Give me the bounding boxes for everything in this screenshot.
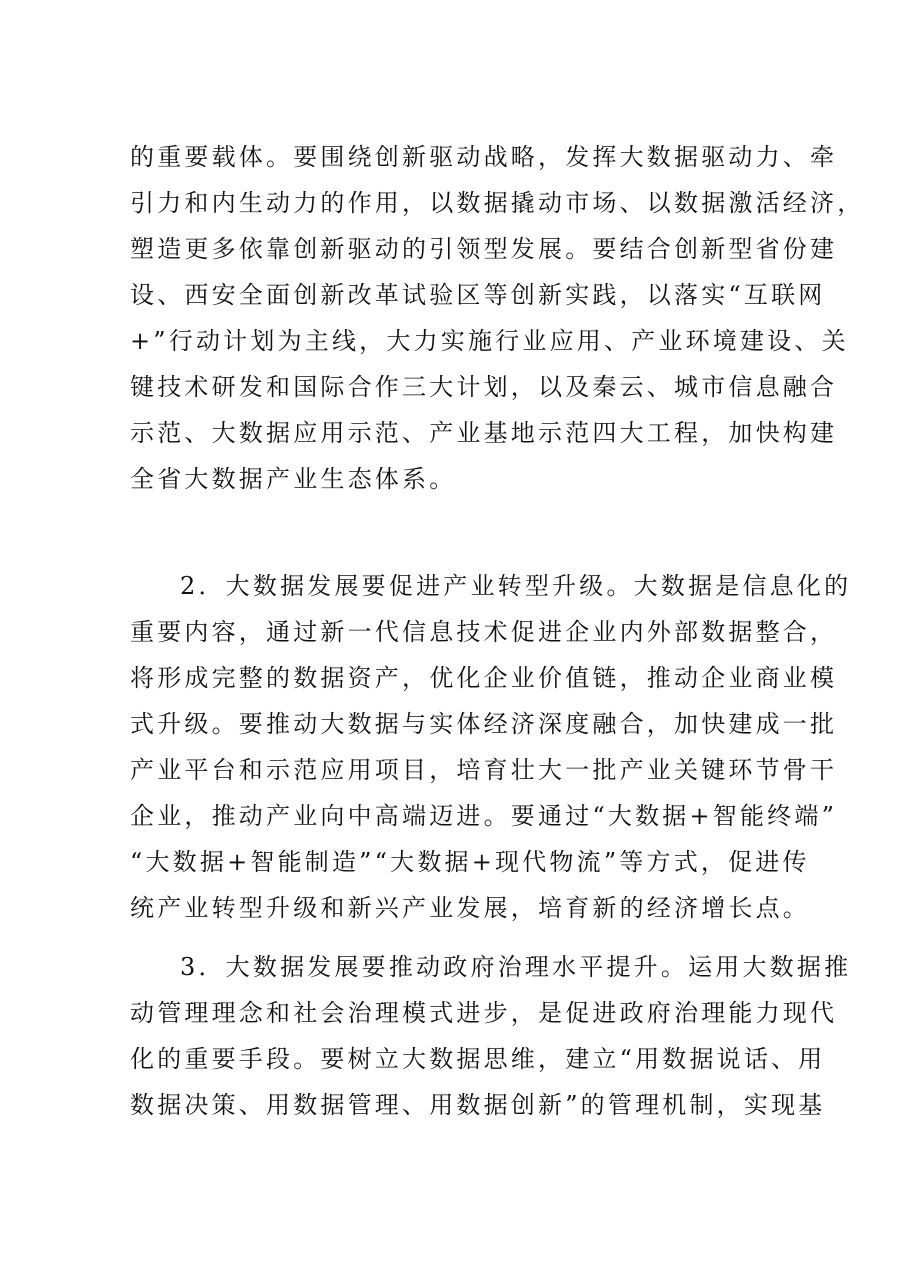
paragraph1-line-1: 的重要载体。要围绕创新驱动战略，发挥大数据驱动力、牵 bbox=[130, 143, 838, 171]
paragraph3-line-1: 3．大数据发展要推动政府治理水平提升。运用大数据推 bbox=[180, 953, 852, 981]
paragraph1-line-8: 全省大数据产业生态体系。 bbox=[130, 465, 457, 493]
paragraph1-line-6: 键技术研发和国际合作三大计划，以及秦云、城市信息融合 bbox=[130, 373, 838, 401]
paragraph2-line-3: 将形成完整的数据资产，优化企业价值链，推动企业商业模 bbox=[130, 664, 838, 692]
paragraph1-line-7: 示范、大数据应用示范、产业基地示范四大工程，加快构建 bbox=[130, 419, 838, 447]
paragraph2-line-6: 企业，推动产业向中高端迈进。要通过“大数据+智能终端” bbox=[130, 802, 838, 830]
paragraph1-line-3: 塑造更多依靠创新驱动的引领型发展。要结合创新型省份建 bbox=[130, 235, 838, 263]
paragraph3-line-2: 动管理理念和社会治理模式进步，是促进政府治理能力现代 bbox=[130, 999, 838, 1027]
paragraph3-line-3: 化的重要手段。要树立大数据思维，建立“用数据说话、用 bbox=[130, 1045, 826, 1073]
paragraph2-line-1: 2．大数据发展要促进产业转型升级。大数据是信息化的 bbox=[180, 572, 852, 600]
paragraph2-line-8: 统产业转型升级和新兴产业发展，培育新的经济增长点。 bbox=[130, 894, 810, 922]
paragraph1-line-4: 设、西安全面创新改革试验区等创新实践，以落实“互联网 bbox=[130, 281, 826, 309]
paragraph2-line-2: 重要内容，通过新一代信息技术促进企业内外部数据整合， bbox=[130, 618, 838, 646]
paragraph2-line-5: 产业平台和示范应用项目，培育壮大一批产业关键环节骨干 bbox=[130, 756, 838, 784]
paragraph3-line-4: 数据决策、用数据管理、用数据创新”的管理机制，实现基 bbox=[130, 1091, 826, 1119]
paragraph2-line-7: “大数据+智能制造”“大数据+现代物流”等方式，促进传 bbox=[130, 848, 810, 876]
paragraph1-line-2: 引力和内生动力的作用，以数据撬动市场、以数据激活经济， bbox=[130, 189, 865, 217]
paragraph1-line-5: +”行动计划为主线，大力实施行业应用、产业环境建设、关 bbox=[130, 327, 849, 355]
paragraph2-line-4: 式升级。要推动大数据与实体经济深度融合，加快建成一批 bbox=[130, 710, 838, 738]
